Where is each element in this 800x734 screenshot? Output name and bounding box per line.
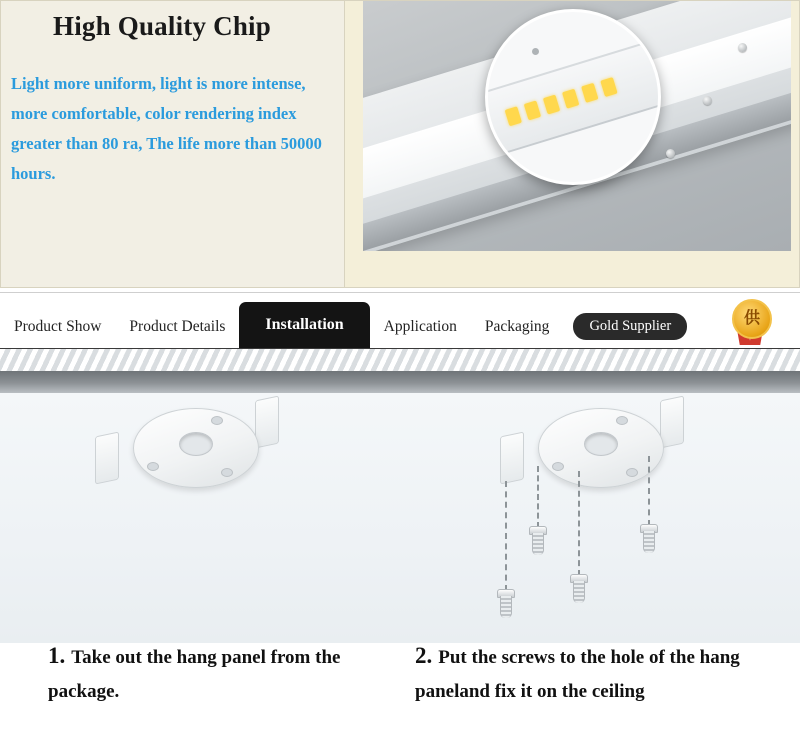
bracket-screw-hole xyxy=(616,416,628,425)
screw-guide-line xyxy=(648,456,650,526)
led-chip-icon xyxy=(505,106,522,126)
screw-guide-line xyxy=(578,471,580,576)
panel-screw-icon xyxy=(738,43,747,52)
bracket-screw-hole xyxy=(147,462,159,471)
installation-captions xyxy=(0,639,800,734)
section-tabbar xyxy=(0,292,800,350)
install-step-1-text: Take out the hang panel from the package. xyxy=(48,647,341,702)
install-step-2-text: Put the screws to the hole of the hang paneland fix it on the ceiling xyxy=(415,647,740,702)
chip-closeup-photo xyxy=(363,1,791,251)
installation-illustration xyxy=(0,371,800,734)
hang-panel-bracket-left xyxy=(95,396,295,511)
screw-guide-line xyxy=(505,481,507,591)
led-chip-icon xyxy=(524,100,541,120)
screw-shaft xyxy=(643,531,655,553)
install-step-1 xyxy=(48,639,378,709)
tab-product-details[interactable]: Product Details xyxy=(129,318,226,335)
bracket-screw-hole xyxy=(626,468,638,477)
ceiling-bar xyxy=(0,371,800,393)
gold-supplier-badge[interactable]: Gold Supplier xyxy=(573,313,687,340)
banner-image-panel xyxy=(345,0,800,288)
led-chip-icon xyxy=(600,77,617,97)
bracket-center-hole xyxy=(584,432,618,456)
install-step-2-number: 2. xyxy=(415,643,433,668)
install-step-1-number: 1. xyxy=(48,643,66,668)
led-chip-icon xyxy=(543,95,560,115)
bracket-center-hole xyxy=(179,432,213,456)
screw-shaft xyxy=(500,596,512,618)
screw-shaft xyxy=(532,533,544,555)
tab-list xyxy=(0,293,687,348)
screw-shaft xyxy=(573,581,585,603)
banner-description: Light more uniform, light is more intense, more comfortable, color rendering index greater than 80 ra, The life more than 50000 hours. xyxy=(11,74,322,183)
bracket-screw-hole xyxy=(221,468,233,477)
led-strip-zoom xyxy=(485,33,661,160)
screw-icon xyxy=(497,589,513,619)
panel-screw-icon xyxy=(532,48,539,55)
banner-text-panel xyxy=(0,0,345,288)
bracket-arm-left xyxy=(500,431,524,484)
bracket-arm-right xyxy=(255,395,279,448)
install-step-2 xyxy=(415,639,775,709)
led-chip-icon xyxy=(562,89,579,109)
decorative-hatch-strip xyxy=(0,349,800,372)
tab-product-show[interactable]: Product Show xyxy=(14,318,102,335)
magnifier-circle xyxy=(485,9,661,185)
panel-screw-icon xyxy=(703,96,712,105)
led-chip-icon xyxy=(581,83,598,103)
high-quality-chip-banner xyxy=(0,0,800,290)
screw-guide-line xyxy=(537,466,539,528)
panel-screw-icon xyxy=(666,149,675,158)
tab-packaging[interactable]: Packaging xyxy=(484,318,550,335)
bracket-arm-right xyxy=(660,395,684,448)
screw-icon xyxy=(640,524,656,554)
screw-icon xyxy=(570,574,586,604)
screw-icon xyxy=(529,526,545,556)
tab-application[interactable]: Application xyxy=(383,318,457,335)
gold-supplier-medal-icon xyxy=(728,299,772,345)
bracket-screw-hole xyxy=(552,462,564,471)
medal-disc: 供 xyxy=(732,299,772,339)
bracket-arm-left xyxy=(95,431,119,484)
page-title: High Quality Chip xyxy=(53,11,271,41)
bracket-screw-hole xyxy=(211,416,223,425)
hang-panel-bracket-right xyxy=(500,396,700,511)
tab-installation[interactable]: Installation xyxy=(239,302,369,348)
